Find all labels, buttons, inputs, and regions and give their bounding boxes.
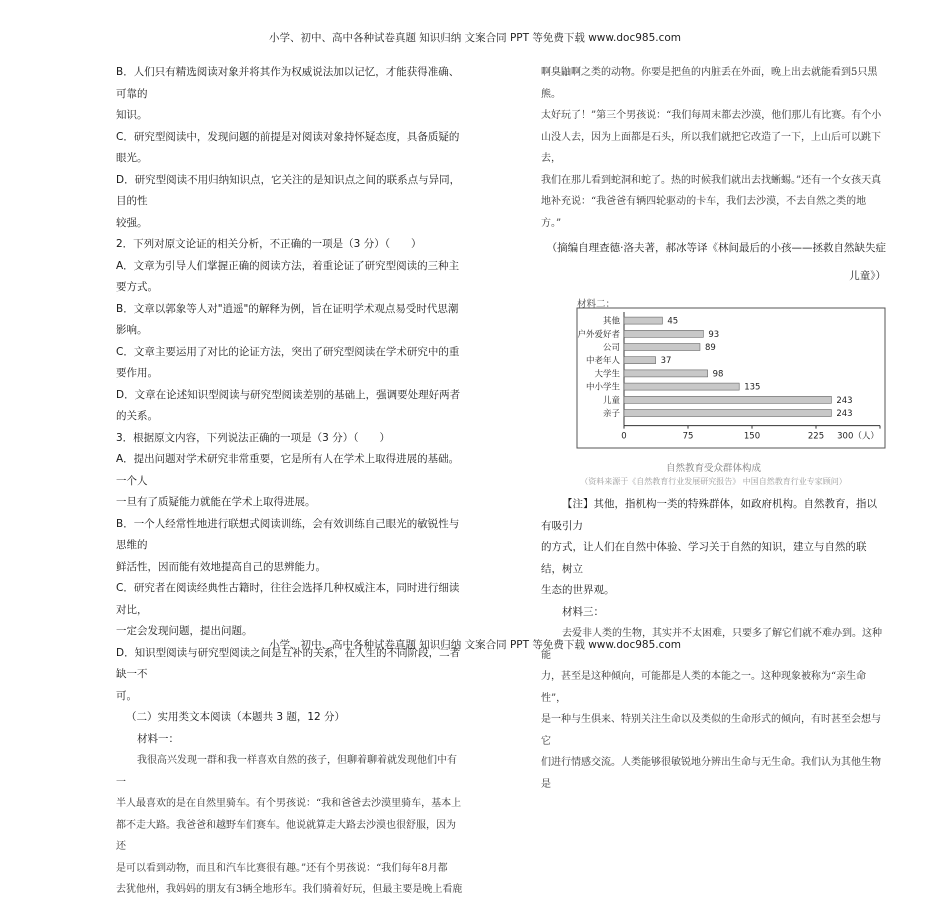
page-header: 小学、初中、高中各种试卷真题 知识归纳 文案合同 PPT 等免费下载 www.doc985.com [268,32,682,44]
bar-value-label: 89 [704,343,716,353]
material-1-paragraph-line: 是可以看到动物，而且和汽车比赛很有趣。”还有个男孩说：“我们每年8月都 [116,862,448,874]
category-label: 亲子 [602,409,620,419]
question-3: 3．根据原文内容，下列说法正确的一项是（3 分）（ ） [116,431,390,444]
option-line: D．研究型阅读不用归纳知识点，它关注的是知识点之间的联系点与异同，目的性 [116,173,461,207]
bar [624,344,700,351]
right-column [541,62,886,795]
option-line: C．研究型阅读中，发现问题的前提是对阅读对象持怀疑态度，具备质疑的眼光。 [116,130,460,164]
citation-line: 儿童》） [849,270,886,282]
question-2: 2．下列对原文论证的相关分析，不正确的一项是（3 分）（ ） [116,238,422,250]
x-tick-label: 225 [807,431,825,442]
chart-frame [577,308,885,448]
bar-chart [541,294,886,462]
option-line: 较强。 [116,216,148,229]
option-line: C．文章主要运用了对比的论证方法，突出了研究型阅读在学术研究中的重要作用。 [116,345,460,379]
bar [624,330,703,337]
chart-source: （资料来源于《自然教育行业发展研究报告》 中国自然教育行业专家顾问） [580,477,847,486]
bar-value-label: 243 [836,409,853,419]
category-label: 公司 [602,343,620,353]
x-tick-label: 75 [682,431,694,442]
bar [624,396,831,403]
bar-value-label: 93 [708,329,720,340]
material-1-paragraph-line: 太好玩了！”第三个男孩说：“我们每周末都去沙漠，他们那儿有比赛。有个小 [541,110,882,121]
category-label: 其他 [602,316,620,327]
option-line: 一旦有了质疑能力就能在学术上取得进展。 [116,496,316,508]
category-label: 大学生 [594,369,620,380]
option-line: 可。 [116,689,137,702]
bar [624,410,831,417]
chart-caption: 自然教育受众群体构成 [665,463,761,474]
x-tick-label: 150 [743,431,761,442]
option-line: A．文章为引导人们掌握正确的阅读方法，着重论证了研究型阅读的三种主要方式。 [116,259,460,293]
material-3-paragraph-line: 去爱非人类的生物，其实并不太困难，只要多了解它们就不难办到。这种能 [541,628,882,661]
citation-line: （摘编自理查德·洛夫著，郝冰等译《林间最后的小孩——拯救自然缺失症 [546,242,886,254]
material-1-paragraph-line: 我很高兴发现一群和我一样喜欢自然的孩子，但聊着聊着就发现他们中有一 [116,755,457,788]
note-line: 的方式，让人们在自然中体验、学习关于自然的知识，建立与自然的联结，树立 [541,541,867,575]
material-1-paragraph-line: 我们在那儿看到蛇洞和蛇了。热的时候我们就出去找蜥蜴。”还有一个女孩天真 [541,174,882,186]
option-line: C．研究者在阅读经典性古籍时，往往会选择几种权威注本，同时进行细读对比， [116,582,460,616]
bar-value-label: 45 [667,316,679,327]
category-label: 中老年人 [585,356,620,367]
bar-value-label: 243 [836,395,853,406]
option-line: 一定会发现问题，提出问题。 [116,625,253,637]
section-heading: （二）实用类文本阅读（本题共 3 题，12 分） [126,711,346,723]
x-tick-label: 0 [621,431,627,442]
bar-value-label: 37 [660,356,672,367]
bar [624,317,662,324]
category-label: 中小学生 [585,382,620,393]
material-3-label: 材料三： [562,605,604,618]
note-line: 【注】其他，指机构一类的特殊群体，如政府机构。自然教育，指以有吸引力 [541,498,877,532]
left-column [116,62,464,901]
option-line: A．提出问题对学术研究非常重要，它是所有人在学术上取得进展的基础。一个人 [116,453,460,487]
category-label: 儿童 [602,395,620,406]
bar-value-label: 98 [712,369,724,380]
material-2-label: 材料二： [577,299,616,310]
bar [624,370,708,377]
x-tick-label: 300（人） [837,431,879,442]
material-1-paragraph-line: 方。” [541,217,562,229]
option-line: 知识。 [116,109,148,121]
option-line: D．文章在论述知识型阅读与研究型阅读差别的基础上，强调要处理好两者的关系。 [116,388,461,422]
page-footer: 小学、初中、高中各种试卷真题 知识归纳 文案合同 PPT 等免费下载 www.doc985.com [268,639,682,651]
material-1-paragraph-line: 半人最喜欢的是在自然里骑车。有个男孩说：“我和爸爸去沙漠里骑车，基本上 [116,798,462,809]
material-1-paragraph-line: 去犹他州，我妈妈的朋友有3辆全地形车。我们骑着好玩，但最主要是晚上看鹿 [116,884,463,895]
bar-chart-svg [541,294,886,462]
material-3-paragraph-line: 力，甚至是这种倾向，可能都是人类的本能之一。这种现象被称为“亲生命性”， [541,671,867,704]
material-3-paragraph-line: 们进行情感交流。人类能够很敏锐地分辨出生命与无生命。我们认为其他生物是 [541,757,881,790]
option-line: B．一个人经常性地进行联想式阅读训练，会有效训练自己眼光的敏锐性与思维的 [116,517,460,551]
material-1-paragraph-line: 都不走大路。我爸爸和越野车们赛车。他说就算走大路去沙漠也很舒服，因为还 [116,819,456,852]
option-line: 鲜活性，因而能有效地提高自己的思辨能力。 [116,560,326,573]
option-line: B．人们只有精选阅读对象并将其作为权威说法加以记忆，才能获得准确、可靠的 [116,66,460,100]
bar [624,357,656,364]
material-1-paragraph-line: 山没人去，因为上面都是石头，所以我们就把它改造了一下，上山后可以跳下去， [541,131,881,164]
material-1-label: 材料一： [137,732,179,745]
category-label: 户外爱好者 [577,329,620,340]
note-line: 生态的世界观。 [541,584,615,596]
option-line: B．文章以郭象等人对"逍遥"的解释为例，旨在证明学术观点易受时代思潮影响。 [116,302,459,336]
material-1-paragraph-line: 啊臭鼬啊之类的动物。你要是把鱼的内脏丢在外面，晚上出去就能看到5只黑熊。 [541,67,878,100]
material-3-paragraph-line: 是一种与生俱来、特别关注生命以及类似的生命形式的倾向，有时甚至会想与它 [541,714,881,747]
bar-value-label: 135 [744,382,761,393]
bar [624,383,739,390]
material-1-paragraph-line: 地补充说：“我爸爸有辆四轮驱动的卡车，我们去沙漠，不去自然之类的地 [541,196,867,207]
option-line: D．知识型阅读与研究型阅读之间是互补的关系，在人生的不同阶段，二者缺一不 [116,646,461,680]
